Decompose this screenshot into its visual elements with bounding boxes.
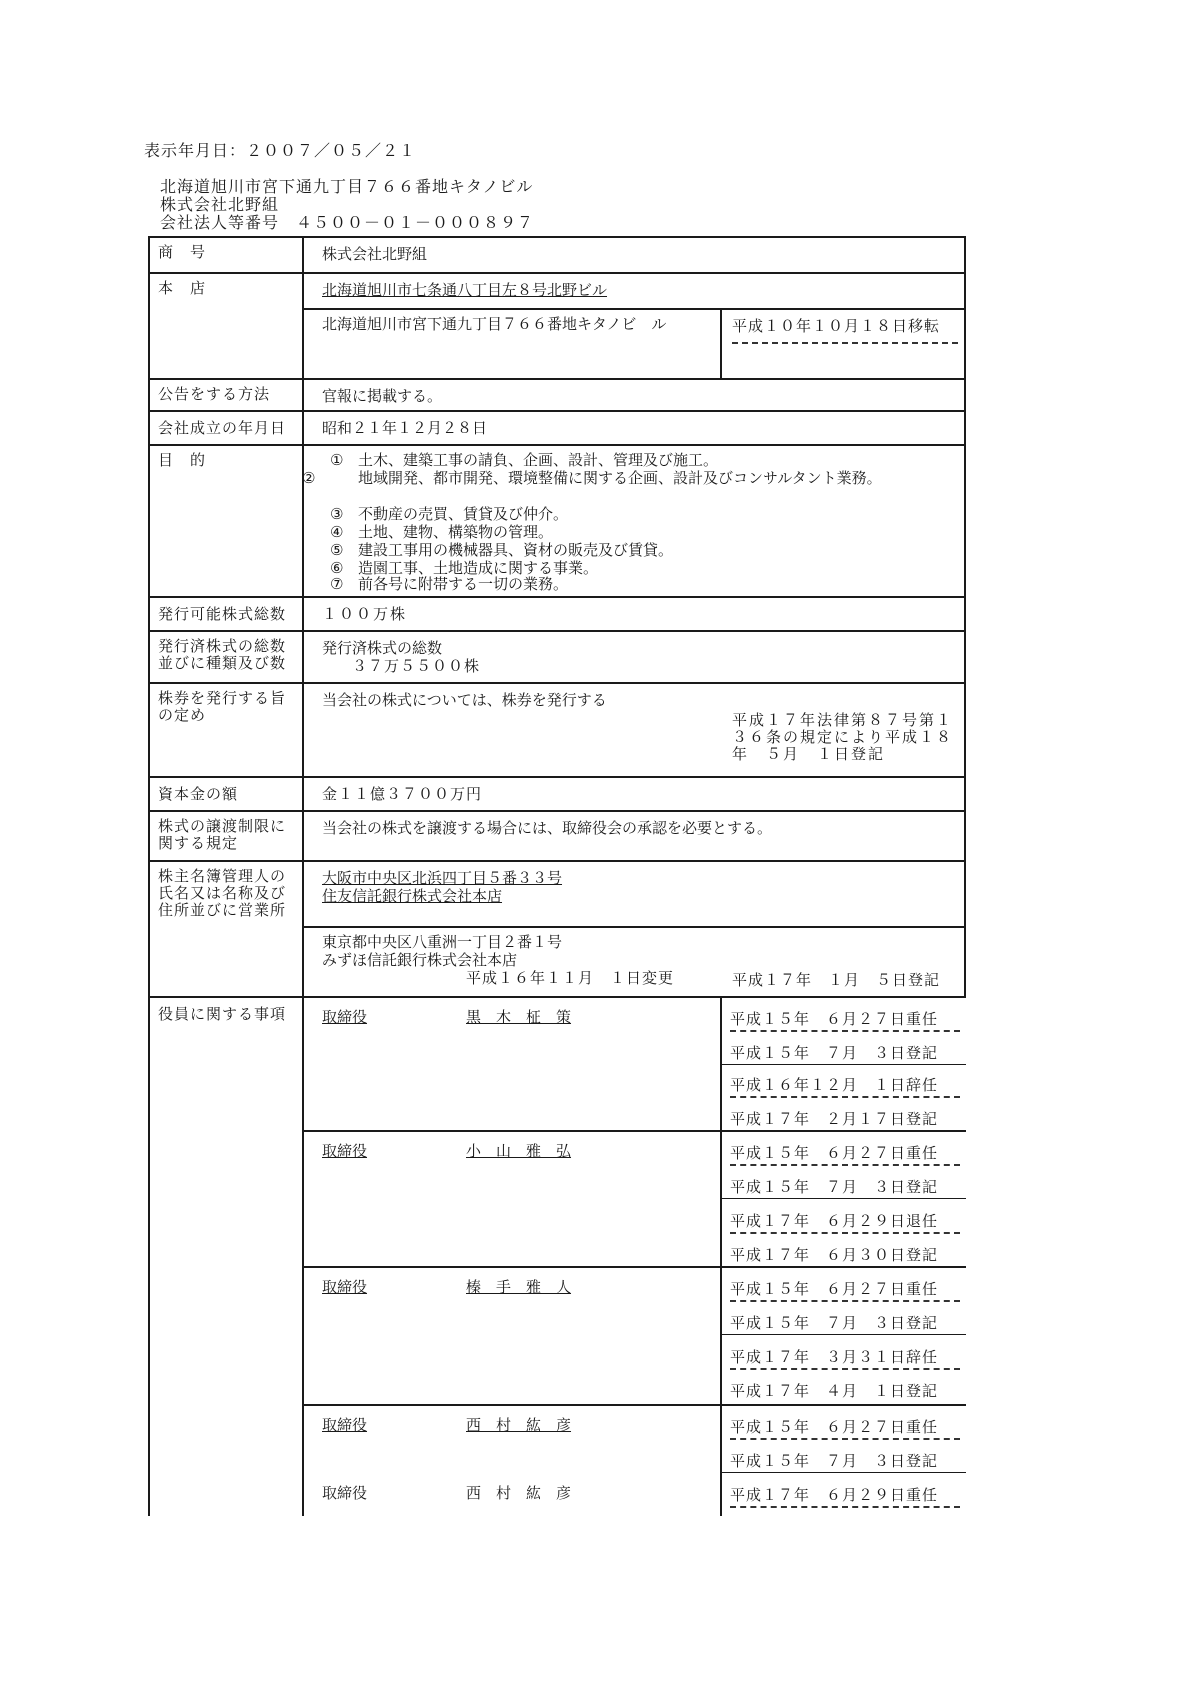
rule [302, 1266, 966, 1268]
purpose-item: ① 土木、建築工事の請負、企画、設計、管理及び施工。 [330, 451, 719, 469]
moved-divider [720, 308, 722, 378]
officer-name: 榛 手 雅 人 [466, 1278, 572, 1296]
officer-name: 西 村 紘 彦 [466, 1416, 572, 1434]
officer-record: 平成１７年 ２月１７日登記 [730, 1110, 939, 1128]
registrar-new-address: 東京都中央区八重洲一丁目２番１号 [322, 933, 563, 951]
head-office-new: 北海道旭川市宮下通九丁目７６６番地キタノビ ル [322, 315, 667, 333]
certificates-note: 平成１７年法律第８７号第１３６条の規定により平成１８年 ５月 １日登記 [732, 711, 954, 763]
head-office-label: 本 店 [158, 279, 207, 297]
officer-name: 西 村 紘 彦 [466, 1484, 572, 1502]
strike-dash [730, 1096, 960, 1098]
purpose-item: ③ 不動産の売買、賃貸及び仲介。 [330, 505, 569, 523]
authorized-shares-label: 発行可能株式総数 [158, 605, 287, 623]
trade-name-value: 株式会社北野組 [322, 245, 428, 263]
rule [148, 596, 966, 598]
header-address: 北海道旭川市宮下通九丁目７６６番地キタノビル [160, 177, 534, 196]
officer-name: 黒 木 柾 策 [466, 1008, 572, 1026]
label-divider [302, 236, 304, 1516]
notice-label: 公告をする方法 [158, 385, 271, 403]
rule [148, 410, 966, 412]
established-label: 会社成立の年月日 [158, 419, 287, 437]
rule [720, 1064, 966, 1065]
purpose-item: ⑥ 造園工事、土地造成に関する事業。 [330, 559, 599, 577]
issued-shares-line1: 発行済株式の総数 [322, 639, 443, 657]
officer-title: 取締役 [322, 1142, 368, 1160]
certificates-value: 当会社の株式については、株券を発行する [322, 691, 607, 709]
officer-record: 平成１５年 ７月 ３日登記 [730, 1452, 939, 1470]
officer-record: 平成１７年 ６月２９日退任 [730, 1212, 939, 1230]
rule [302, 926, 966, 928]
rule [302, 1130, 966, 1132]
rule [148, 630, 966, 632]
purpose-item: ② 地域開発、都市開発、環境整備に関する企画、設計及びコンサルタント業務。 [302, 469, 882, 487]
rule [302, 308, 966, 310]
officer-record: 平成１７年 ３月３１日辞任 [730, 1348, 939, 1366]
registrar-registered: 平成１７年 １月 ５日登記 [732, 971, 941, 989]
display-date: 表示年月日：２００７／０５／２１ [144, 141, 417, 160]
officer-record: 平成１５年 ６月２７日重任 [730, 1418, 939, 1436]
rule [148, 444, 966, 446]
right-border [964, 236, 966, 996]
strike-dash [730, 1368, 960, 1370]
officer-record: 平成１６年１２月 １日辞任 [730, 1076, 939, 1094]
rule [148, 810, 966, 812]
officer-title: 取締役 [322, 1484, 368, 1502]
certificates-label: 株券を発行する旨の定め [158, 689, 287, 724]
officer-record: 平成１５年 ６月２７日重任 [730, 1280, 939, 1298]
registrar-label: 株主名簿管理人の氏名又は名称及び住所並びに営業所 [158, 867, 287, 919]
rule [720, 1334, 966, 1335]
officer-name: 小 山 雅 弘 [466, 1142, 572, 1160]
rule [148, 776, 966, 778]
rule [148, 860, 966, 862]
transfer-label: 株式の譲渡制限に関する規定 [158, 817, 287, 852]
notice-value: 官報に掲載する。 [322, 387, 443, 405]
capital-value: 金１１億３７００万円 [322, 785, 483, 803]
registrar-changed: 平成１６年１１月 １日変更 [466, 969, 675, 987]
left-border [148, 236, 150, 1516]
officer-record: 平成１５年 ７月 ３日登記 [730, 1178, 939, 1196]
strike-dash [730, 1164, 960, 1166]
corp-number: 会社法人等番号 ４５００－０１－０００８９７ [160, 213, 535, 232]
officer-title: 取締役 [322, 1278, 368, 1296]
rule [720, 1472, 966, 1473]
trade-name-label: 商 号 [158, 243, 207, 261]
officer-record: 平成１５年 ７月 ３日登記 [730, 1044, 939, 1062]
officer-title: 取締役 [322, 1008, 368, 1026]
officer-record: 平成１５年 ７月 ３日登記 [730, 1314, 939, 1332]
officer-record: 平成１５年 ６月２７日重任 [730, 1010, 939, 1028]
registry-sheet [148, 236, 968, 1516]
purpose-label: 目 的 [158, 451, 207, 469]
officer-record: 平成１７年 ４月 １日登記 [730, 1382, 939, 1400]
officer-record: 平成１７年 ６月３０日登記 [730, 1246, 939, 1264]
officer-title: 取締役 [322, 1416, 368, 1434]
established-value: 昭和２１年１２月２８日 [322, 419, 488, 437]
rule [148, 378, 966, 380]
strike-dash [730, 1030, 960, 1032]
strike-dash [730, 1300, 960, 1302]
officer-record: 平成１７年 ６月２９日重任 [730, 1486, 939, 1504]
registrar-old-address: 大阪市中央区北浜四丁目５番３３号 [322, 869, 563, 887]
purpose-item: ④ 土地、建物、構築物の管理。 [330, 523, 554, 541]
capital-label: 資本金の額 [158, 785, 239, 803]
purpose-item: ⑦ 前各号に附帯する一切の業務。 [330, 575, 569, 593]
strike-dash [730, 1232, 960, 1234]
header-company: 株式会社北野組 [160, 195, 280, 214]
rule [148, 272, 966, 274]
head-office-old: 北海道旭川市七条通八丁目左８号北野ビル [322, 281, 608, 299]
strike-dash [730, 1438, 960, 1440]
rule [148, 682, 966, 684]
rule [302, 1404, 966, 1406]
rule [148, 996, 966, 998]
strike-dash [732, 342, 958, 344]
transfer-value: 当会社の株式を譲渡する場合には、取締役会の承認を必要とする。 [322, 819, 773, 837]
issued-shares-line2: ３７万５５００株 [352, 657, 481, 675]
issued-shares-label: 発行済株式の総数並びに種類及び数 [158, 637, 287, 672]
officers-label: 役員に関する事項 [158, 1005, 287, 1023]
registrar-old-name: 住友信託銀行株式会社本店 [322, 887, 503, 905]
officer-divider [720, 996, 722, 1516]
purpose-item: ⑤ 建設工事用の機械器具、資材の販売及び賃貸。 [330, 541, 674, 559]
rule [720, 1198, 966, 1199]
head-office-moved: 平成１０年１０月１８日移転 [732, 317, 941, 335]
officer-record: 平成１５年 ６月２７日重任 [730, 1144, 939, 1162]
registrar-new-name: みずほ信託銀行株式会社本店 [322, 951, 518, 969]
strike-dash [730, 1506, 960, 1508]
authorized-shares-value: １００万株 [322, 605, 408, 623]
